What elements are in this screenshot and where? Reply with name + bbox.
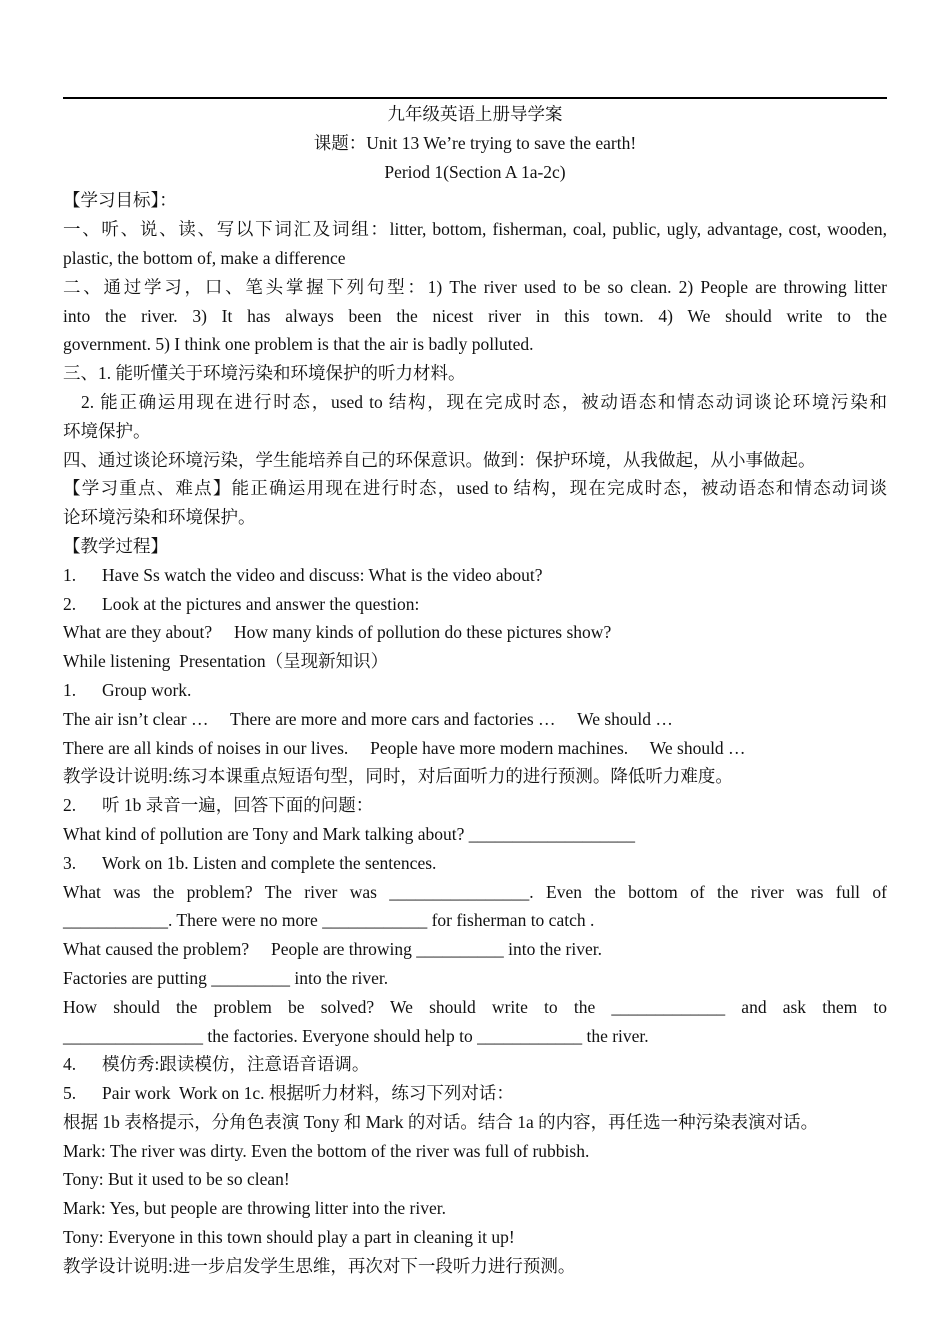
listen-step-3-text: Work on 1b. Listen and complete the sentences. <box>102 852 437 873</box>
step-2-number: 2. <box>63 593 77 614</box>
dialogue-line-4: Tony: Everyone in this town should play a part in cleaning it up! <box>63 1227 515 1248</box>
dialogue-line-2: Tony: But it used to be so clean! <box>63 1169 290 1190</box>
fill-line-e: How should the problem be solved? We should write to the _____________ and ask them to <box>63 996 887 1017</box>
objective-2-line-c: government. 5) I think one problem is that the air is badly polluted. <box>63 334 534 355</box>
step-2-text: Look at the pictures and answer the question: <box>102 593 420 614</box>
roleplay-instructions: 根据 1b 表格提示，分角色表演 Tony 和 Mark 的对话。结合 1a 的内容，再任选一种污染表演对话。 <box>63 1111 819 1132</box>
key-points-line-a: 【学习重点、难点】能正确运用现在进行时态，used to 结构，现在完成时态，被动语态和情态动词谈 <box>63 478 887 499</box>
listen-step-4-text: 模仿秀:跟读模仿，注意语音语调。 <box>102 1054 370 1075</box>
dialogue-line-3: Mark: Yes, but people are throwing litter into the river. <box>63 1198 446 1219</box>
objective-1-line-b: plastic, the bottom of, make a difference <box>63 247 346 268</box>
worksheet-content <box>63 100 887 1281</box>
objective-1-line-a: 一、听、说、读、写以下词汇及词组：litter, bottom, fisherman, coal, public, ugly, advantage, cost, wooden, <box>63 219 887 240</box>
listen-step-4 <box>63 1050 887 1079</box>
listen-step-5 <box>63 1079 887 1108</box>
noise-line: There are all kinds of noises in our lives. People have more modern machines. We should … <box>63 737 746 758</box>
lesson-topic: 课题：Unit 13 We’re trying to save the earth! <box>313 132 637 153</box>
group-work-number: 1. <box>63 679 77 700</box>
listen-step-5-number: 5. <box>63 1083 77 1104</box>
pollution-kind-question: What kind of pollution are Tony and Mark talking about? ___________________ <box>63 823 635 844</box>
design-note-1: 教学设计说明:练习本课重点短语句型，同时，对后面听力的进行预测。降低听力难度。 <box>63 766 733 787</box>
objective-2-line-a: 二、通过学习，口、笔头掌握下列句型：1) The river used to be so clean. 2) People are throwing litter <box>63 276 887 297</box>
dialogue-line-1: Mark: The river was dirty. Even the bottom of the river was full of rubbish. <box>63 1140 590 1161</box>
pictures-question: What are they about? How many kinds of pollution do these pictures show? <box>63 622 612 643</box>
listen-step-3 <box>63 849 887 878</box>
step-1-number: 1. <box>63 564 77 585</box>
step-1-text: Have Ss watch the video and discuss: What is the video about? <box>102 564 543 585</box>
process-heading: 【教学过程】 <box>63 535 168 556</box>
design-note-2: 教学设计说明:进一步启发学生思维，再次对下一段听力进行预测。 <box>63 1255 576 1276</box>
fill-line-a: What was the problem? The river was ________________. Even the bottom of the river was full of <box>63 881 887 902</box>
fill-line-d: Factories are putting _________ into the river. <box>63 967 389 988</box>
objective-3-line-c: 环境保护。 <box>63 420 151 441</box>
step-2 <box>63 590 887 619</box>
group-work-text: Group work. <box>102 679 192 700</box>
listen-step-2-text: 听 1b 录音一遍，回答下面的问题： <box>102 795 374 816</box>
listen-step-5-text: Pair work Work on 1c. 根据听力材料，练习下列对话： <box>102 1083 514 1104</box>
objective-2-line-b: into the river. 3) It has always been the nicest river in this town. 4) We should write to the <box>63 305 887 326</box>
fill-line-c: What caused the problem? People are throwing __________ into the river. <box>63 939 602 960</box>
top-divider <box>63 97 887 99</box>
objective-4: 四、通过谈论环境污染，学生能培养自己的环保意识。做到：保护环境，从我做起，从小事做起。 <box>63 449 816 470</box>
fill-line-f: ________________ the factories. Everyone should help to ____________ the river. <box>63 1025 649 1046</box>
objective-3-line-b: 2. 能正确运用现在进行时态，used to 结构，现在完成时态，被动语态和情态动词谈论环境污染和 <box>81 391 887 412</box>
step-1 <box>63 561 887 590</box>
doc-title: 九年级英语上册导学案 <box>387 104 563 124</box>
listen-step-2-number: 2. <box>63 795 77 816</box>
while-listening: While listening Presentation（呈现新知识） <box>63 651 389 672</box>
objectives-heading: 【学习目标】： <box>63 190 177 211</box>
listen-step-2 <box>63 791 887 820</box>
group-work <box>63 676 887 705</box>
objective-3-line-a: 三、1. 能听懂关于环境污染和环境保护的听力材料。 <box>63 363 466 384</box>
listen-step-4-number: 4. <box>63 1054 77 1075</box>
listen-step-3-number: 3. <box>63 852 77 873</box>
fill-line-b: ____________. There were no more ____________ for fisherman to catch . <box>63 910 595 931</box>
lesson-period: Period 1(Section A 1a-2c) <box>384 161 566 182</box>
air-line: The air isn’t clear … There are more and more cars and factories … We should … <box>63 708 673 729</box>
key-points-line-b: 论环境污染和环境保护。 <box>63 507 256 528</box>
